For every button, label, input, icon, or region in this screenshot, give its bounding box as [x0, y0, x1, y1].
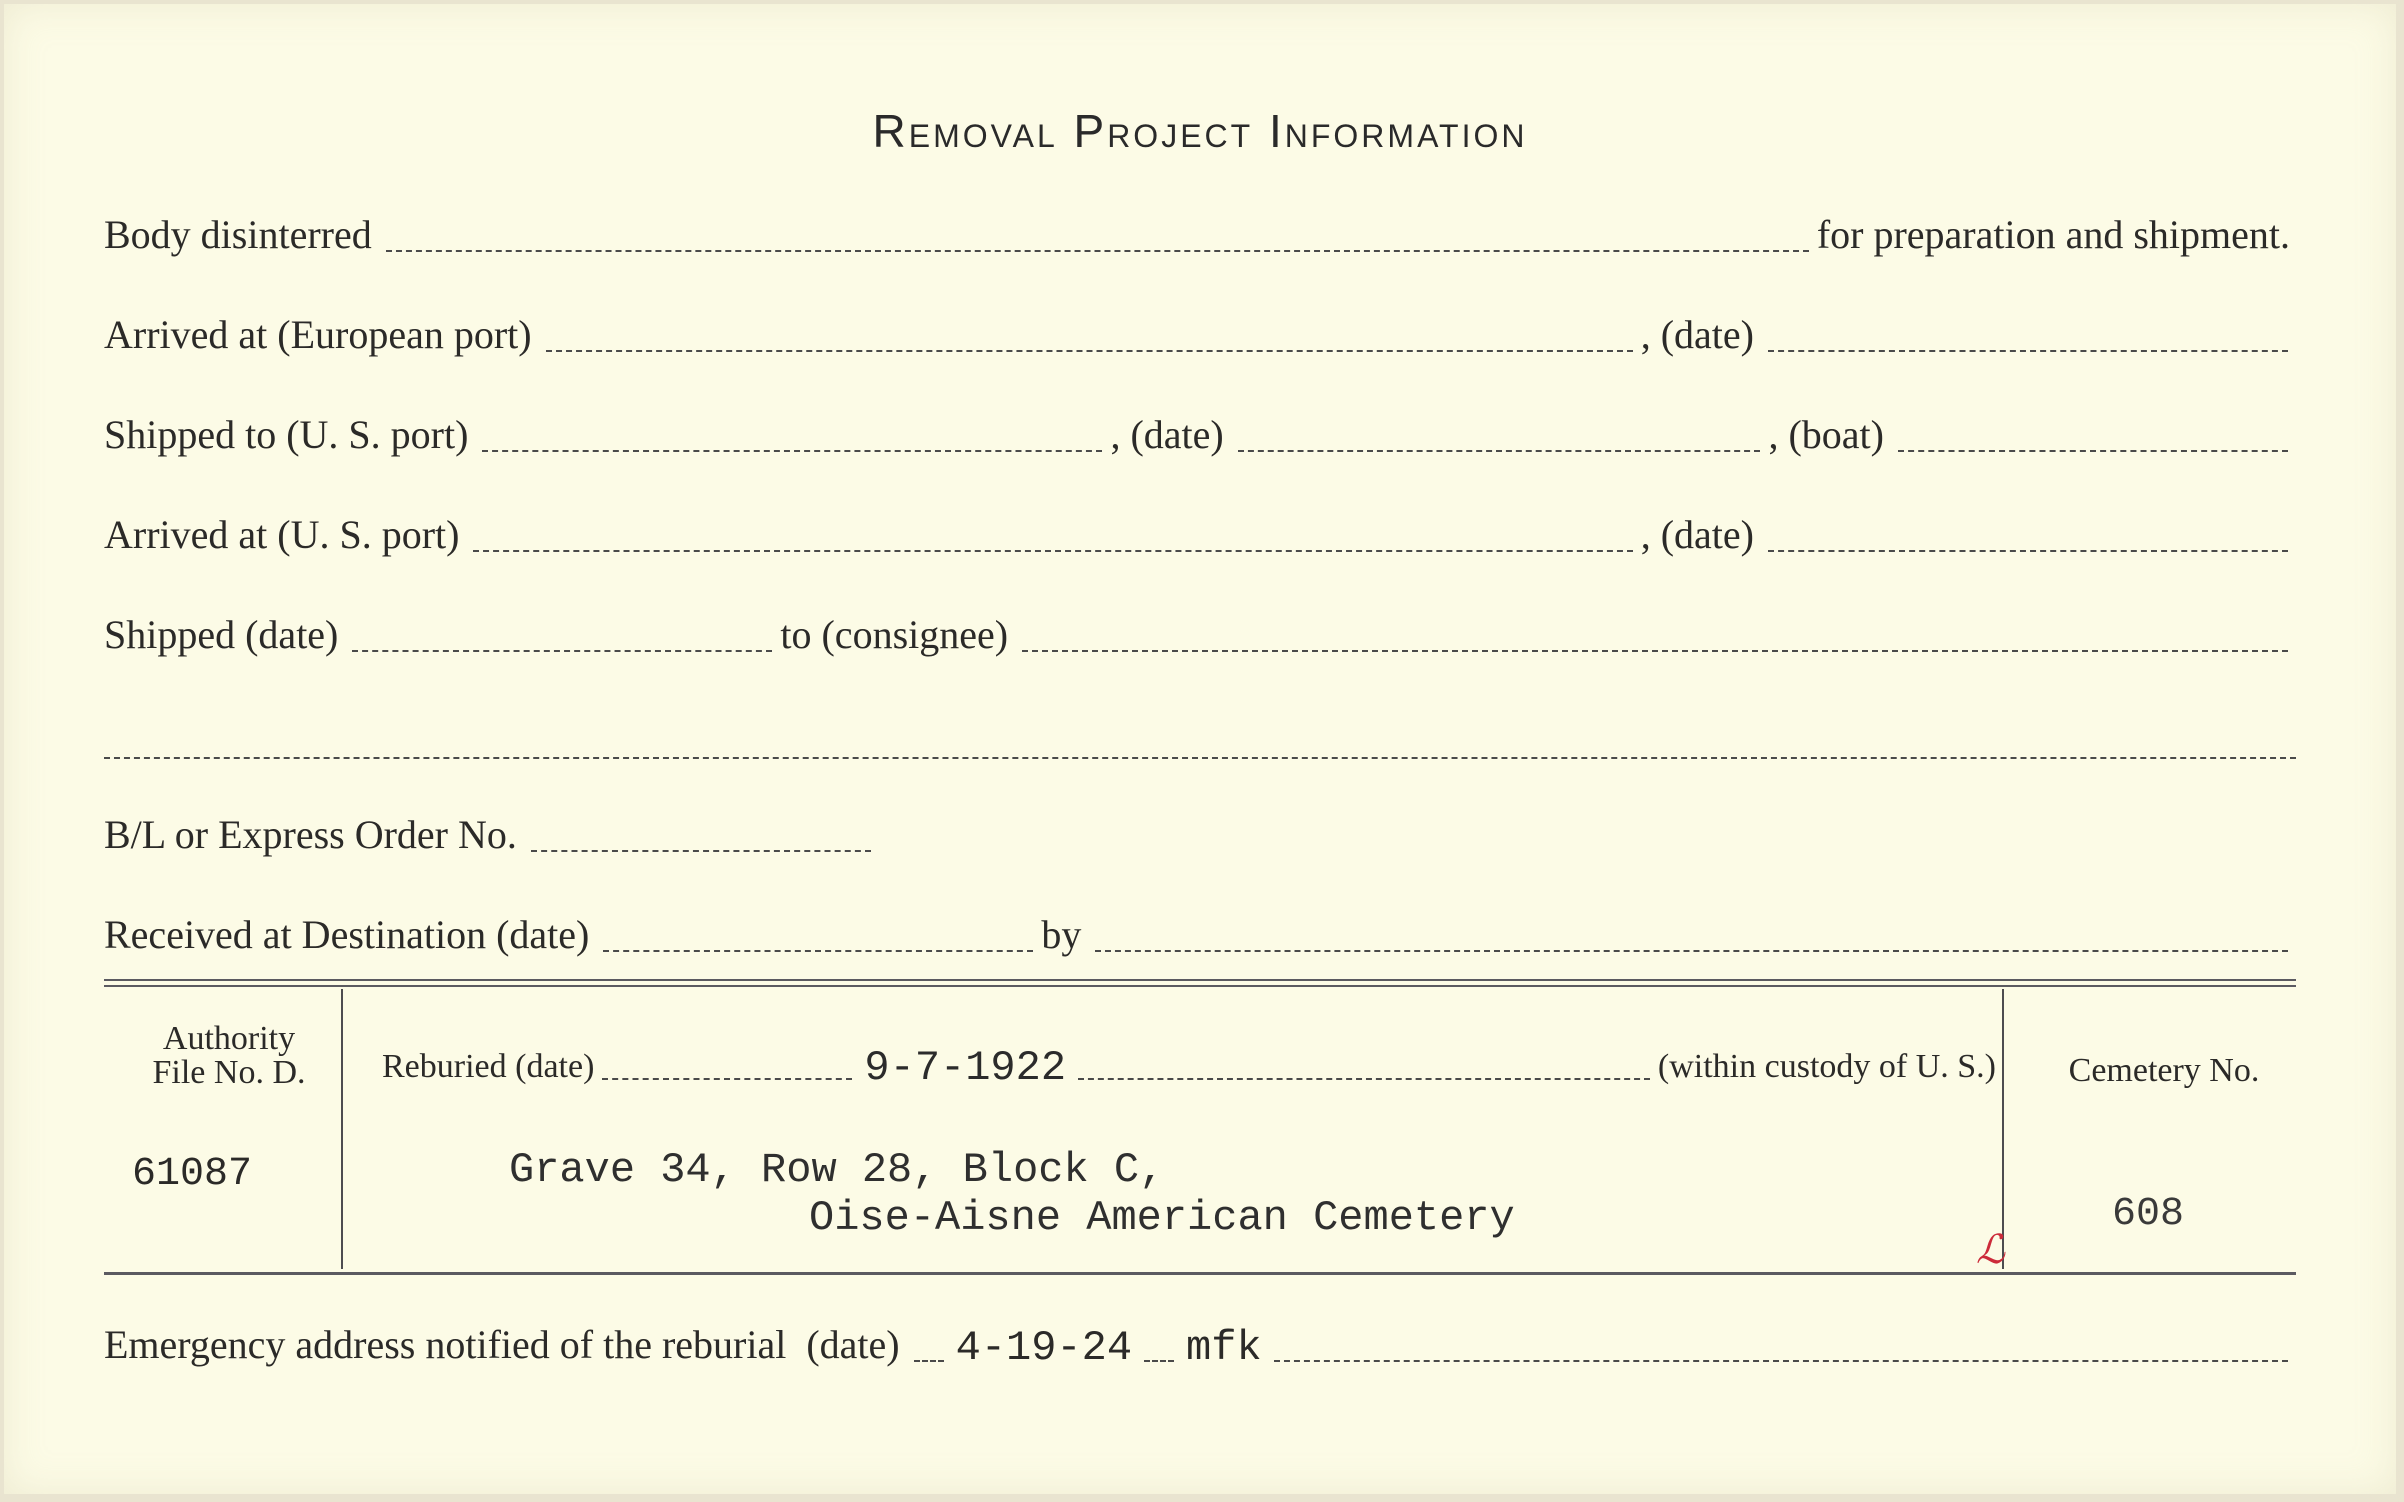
received-by-field — [1095, 950, 2288, 952]
custody-label: (within custody of U. S.) — [1657, 1048, 1996, 1085]
received-label: Received at Destination (date) — [104, 912, 590, 957]
body-disinterred-line — [104, 204, 2296, 264]
arrived-european-date-label: , (date) — [1640, 312, 1754, 357]
box-top-rule-double — [104, 985, 2296, 987]
shipped-date-label: Shipped (date) — [104, 612, 339, 657]
received-line — [104, 904, 2296, 964]
authority-file-number: 61087 — [132, 1152, 253, 1197]
box-bottom-rule — [104, 1272, 2296, 1275]
emergency-label: Emergency address notified of the reburial (date) — [104, 1322, 900, 1367]
shipped-us-boat-field — [1898, 450, 2288, 452]
removal-project-card — [4, 4, 2396, 1494]
reburied-label: Reburied (date) — [382, 1048, 595, 1085]
authority-file-label — [114, 1022, 344, 1090]
arrived-european-line — [104, 304, 2296, 364]
red-check-mark: ℒ — [1976, 1227, 2005, 1272]
shipped-us-date-field — [1238, 450, 1761, 452]
shipped-us-port-field — [482, 450, 1102, 452]
cemetery-number-label: Cemetery No. — [2068, 1052, 2260, 1089]
shipped-us-line — [104, 404, 2296, 464]
consignee-field — [1022, 650, 2288, 652]
arrived-us-date-field — [1768, 550, 2288, 552]
reburied-field-right — [1078, 1078, 1650, 1080]
arrived-european-date-field — [1768, 350, 2288, 352]
bl-order-label: B/L or Express Order No. — [104, 812, 517, 857]
shipped-date-line — [104, 604, 2296, 664]
received-date-field — [603, 950, 1033, 952]
shipped-us-label: Shipped to (U. S. port) — [104, 412, 469, 457]
emergency-field-lead — [914, 1360, 944, 1362]
body-disinterred-label: Body disinterred — [104, 212, 372, 257]
bl-order-field — [531, 850, 871, 852]
box-top-rule — [104, 979, 2296, 981]
authority-label-line1: Authority — [162, 1020, 296, 1057]
shipped-us-date-label: , (date) — [1110, 412, 1224, 457]
arrived-us-port-field — [473, 550, 1632, 552]
arrived-us-line — [104, 504, 2296, 564]
bl-order-line — [104, 804, 2296, 864]
emergency-initials: mfk — [1186, 1324, 1262, 1372]
reburied-field-left — [602, 1078, 852, 1080]
consignee-continuation-line — [104, 757, 2296, 759]
shipped-date-field — [352, 650, 772, 652]
arrived-european-port-field — [546, 350, 1633, 352]
authority-label-line2: File No. D. — [152, 1054, 306, 1091]
grave-location-line-1: Grave 34, Row 28, Block C, — [509, 1146, 1165, 1194]
emergency-field-mid — [1144, 1360, 1174, 1362]
emergency-notified-line — [104, 1314, 2296, 1374]
consignee-label: to (consignee) — [780, 612, 1009, 657]
emergency-field-tail — [1274, 1360, 2288, 1362]
arrived-us-date-label: , (date) — [1640, 512, 1754, 557]
received-by-label: by — [1041, 912, 1082, 957]
emergency-date-value: 4-19-24 — [955, 1324, 1133, 1372]
preparation-shipment-label: for preparation and shipment. — [1816, 212, 2290, 257]
shipped-us-boat-label: , (boat) — [1768, 412, 1884, 457]
card-title: Removal Project Information — [872, 105, 1528, 157]
reburied-date-value: 9-7-1922 — [864, 1044, 1067, 1092]
arrived-us-label: Arrived at (U. S. port) — [104, 512, 460, 557]
cemetery-number-value: 608 — [2112, 1192, 2185, 1237]
grave-location-line-2: Oise-Aisne American Cemetery — [809, 1194, 1515, 1242]
body-disinterred-field — [386, 250, 1809, 252]
arrived-european-label: Arrived at (European port) — [104, 312, 532, 357]
reburied-line — [382, 1034, 1996, 1094]
